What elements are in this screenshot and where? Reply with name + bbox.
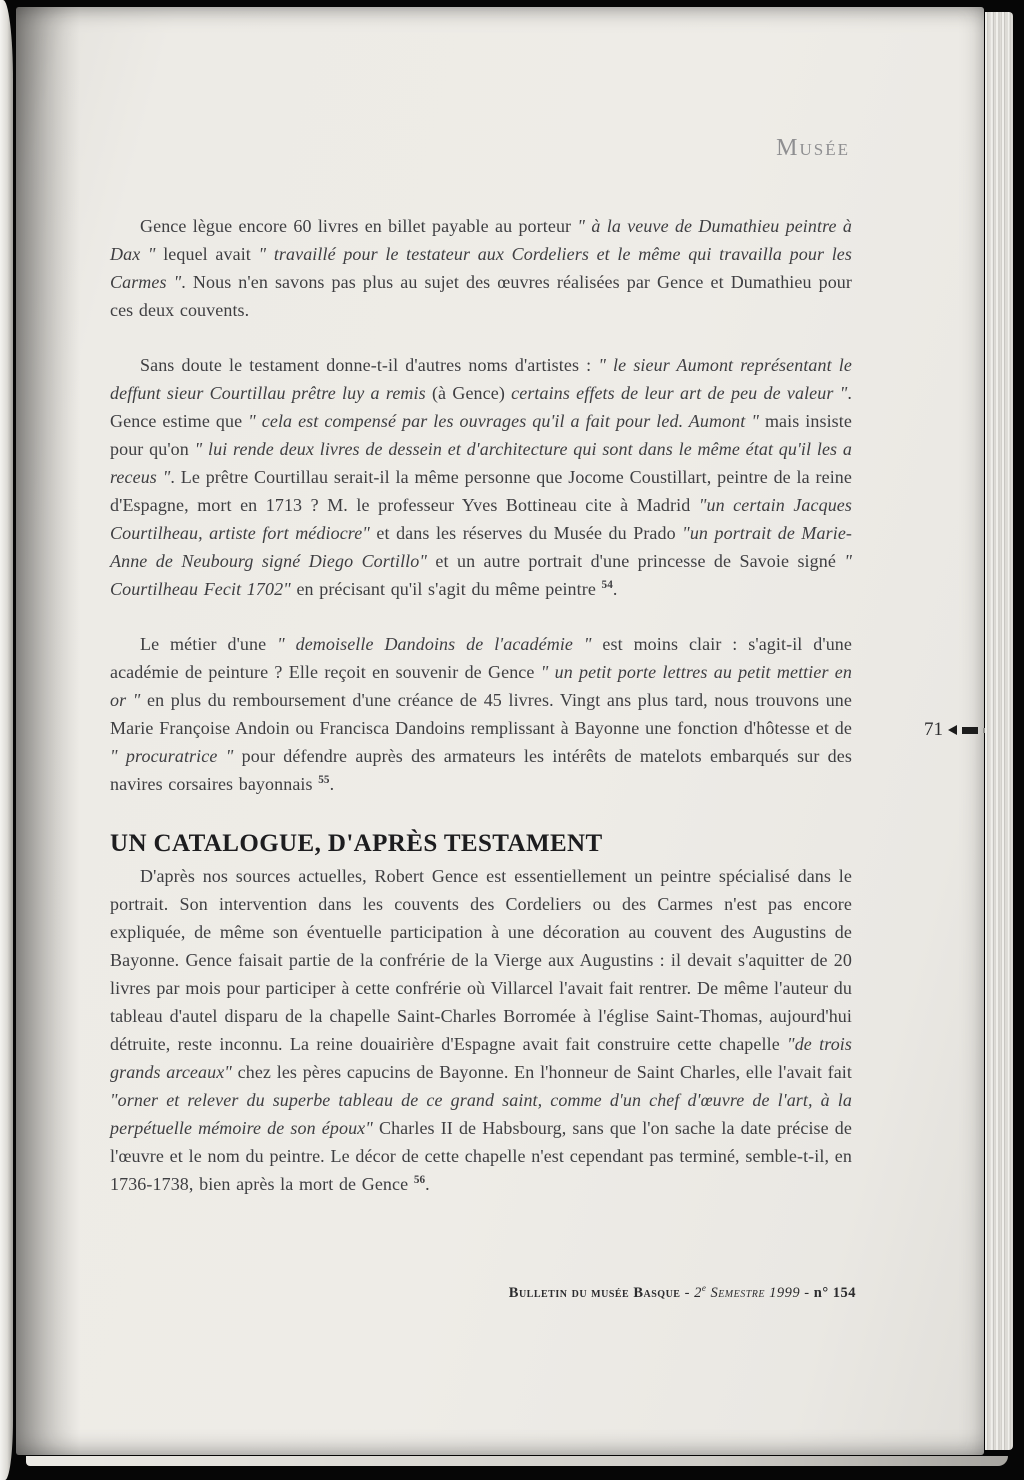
- text-segment: "un certain Jacques Courtilheau, artiste fort médiocre": [110, 495, 852, 543]
- text-segment: Le métier d'une: [140, 634, 278, 654]
- paragraph: [110, 862, 852, 1198]
- text-segment: lequel avait: [155, 244, 259, 264]
- text-segment: "de trois grands arceaux": [110, 1034, 852, 1082]
- text-segment: Sans doute le testament donne-t-il d'autres noms d'artistes :: [140, 355, 599, 375]
- text-segment: mais insiste pour qu'on: [110, 411, 852, 459]
- text-segment: et dans les réserves du Musée du Prado: [369, 523, 683, 543]
- text-segment: .: [612, 579, 618, 599]
- body-blocks: [110, 212, 852, 1198]
- text-segment: " le sieur Aumont représentant le deffunt sieur Courtillau prêtre luy a remis: [110, 355, 852, 403]
- text-segment: " demoiselle Dandoins de l'académie ": [277, 634, 592, 654]
- text-segment: " lui rende deux livres de dessein et d'architecture qui sont dans le même état qu'il les a receus ": [110, 439, 853, 487]
- text-segment: " procuratrice ": [110, 746, 234, 766]
- footnote-ref: 55: [318, 774, 330, 786]
- footer-line: [110, 1285, 856, 1302]
- text-segment: en plus du remboursement d'une créance de 45 livres. Vingt ans plus tard, nous trouvons une Marie Françoise Andoin ou Francisca Dandoins remplissant à Bayonne une fonction d'hôtesse et de: [110, 690, 852, 738]
- text-segment: " à la veuve de Dumathieu peintre à Dax ": [110, 216, 852, 264]
- text-segment: .: [425, 1174, 430, 1194]
- text-segment: n° 154: [813, 1285, 856, 1301]
- page-bottom-edge: [26, 1456, 1008, 1466]
- text-segment: -: [800, 1285, 814, 1301]
- page-stack-edge: [985, 12, 1013, 1450]
- text-segment: " Courtilheau Fecit 1702": [110, 551, 852, 599]
- margin-marker-bar: [962, 727, 978, 734]
- text-segment: et un autre portrait d'une princesse de Savoie signé: [427, 551, 845, 571]
- text-segment: Charles II de Habsbourg, sans que l'on sache la date précise de l'œuvre et le nom du peintre. Le décor de cette chapelle n'est cependant pas terminé, semble-t-il, en 1736-1738, bien après la mort de Gence: [110, 1118, 852, 1194]
- header-running-title: Musée: [776, 135, 850, 161]
- paragraph: [110, 212, 852, 324]
- section-heading: UN CATALOGUE, D'APRÈS TESTAMENT: [110, 830, 603, 857]
- page-number: 71: [924, 719, 943, 740]
- facing-page-edge: [0, 0, 13, 1480]
- text-segment: Gence lègue encore 60 livres en billet payable au porteur: [140, 216, 578, 236]
- footnote-ref: 54: [601, 579, 613, 591]
- book-page: [16, 7, 984, 1455]
- text-column: [110, 135, 852, 1198]
- text-segment: est moins clair : s'agit-il d'une académie de peinture ? Elle reçoit en souvenir de Gence: [110, 634, 852, 682]
- text-segment: . Le prêtre Courtillau serait-il la même personne que Jocome Coustillart, peintre de la reine d'Espagne, mort en 1713 ? M. le professeur Yves Bottineau cite à Madrid: [110, 467, 852, 515]
- text-segment: " un petit porte lettres au petit mettier en or ": [110, 662, 852, 710]
- text-segment: " cela est compensé par les ouvrages qu'il a fait pour led. Aumont ": [248, 411, 759, 431]
- paragraph: [110, 630, 852, 798]
- text-segment: "orner et relever du superbe tableau de ce grand saint, comme d'un chef d'œuvre de l'art, à la perpétuelle mémoire de son époux": [110, 1090, 852, 1138]
- text-segment: Bulletin du musée Basque: [508, 1285, 681, 1301]
- footnote-ref: e: [701, 1283, 707, 1294]
- margin-marker-icon: [948, 725, 957, 735]
- text-segment: chez les pères capucins de Bayonne. En l'honneur de Saint Charles, elle l'avait fait: [231, 1062, 852, 1082]
- text-segment: "un portrait de Marie-Anne de Neubourg signé Diego Cortillo": [110, 523, 853, 571]
- text-segment: certains effets de leur art de peu de valeur ": [504, 383, 848, 403]
- text-segment: en précisant qu'il s'agit du même peintre: [290, 579, 602, 599]
- footnote-ref: 56: [413, 1174, 426, 1186]
- text-segment: D'après nos sources actuelles, Robert Gence est essentiellement un peintre spécialisé dans le portrait. Son intervention dans les couvents des Cordeliers ou des Carmes n'est pas encore expliquée, de même son éventuelle participation à une décoration au couvent des Augustins de Bayonne. Gence faisait partie de la confrérie de la Vierge aux Augustins : il devait s'aquitter de 20 livres par mois pour participer à cette confrérie où Villarcel l'avait fait rentrer. De même l'auteur du tableau d'autel disparu de la chapelle Saint-Charles Borromée à l'église Saint-Thomas, aujourd'hui détruite, reste inconnu. La reine douairière d'Espagne avait fait construire cette chapelle: [110, 866, 852, 1054]
- text-segment: Semestre 1999: [706, 1285, 801, 1301]
- text-segment: " travaillé pour le testateur aux Cordeliers et le même qui travailla pour les Carmes ": [110, 244, 852, 292]
- text-segment: pour défendre auprès des armateurs les intérêts de matelots embarqués sur des navires corsaires bayonnais: [110, 746, 852, 794]
- paragraph: [110, 351, 852, 603]
- page-gutter-shadow: [16, 7, 80, 1455]
- text-segment: (à Gence): [431, 383, 505, 403]
- text-segment: 2: [694, 1285, 702, 1301]
- text-segment: -: [680, 1285, 695, 1301]
- text-segment: . Nous n'en savons pas plus au sujet des œuvres réalisées par Gence et Dumathieu pour ces deux couvents.: [110, 272, 852, 320]
- text-segment: .: [329, 774, 335, 794]
- text-segment: . Gence estime que: [110, 383, 852, 431]
